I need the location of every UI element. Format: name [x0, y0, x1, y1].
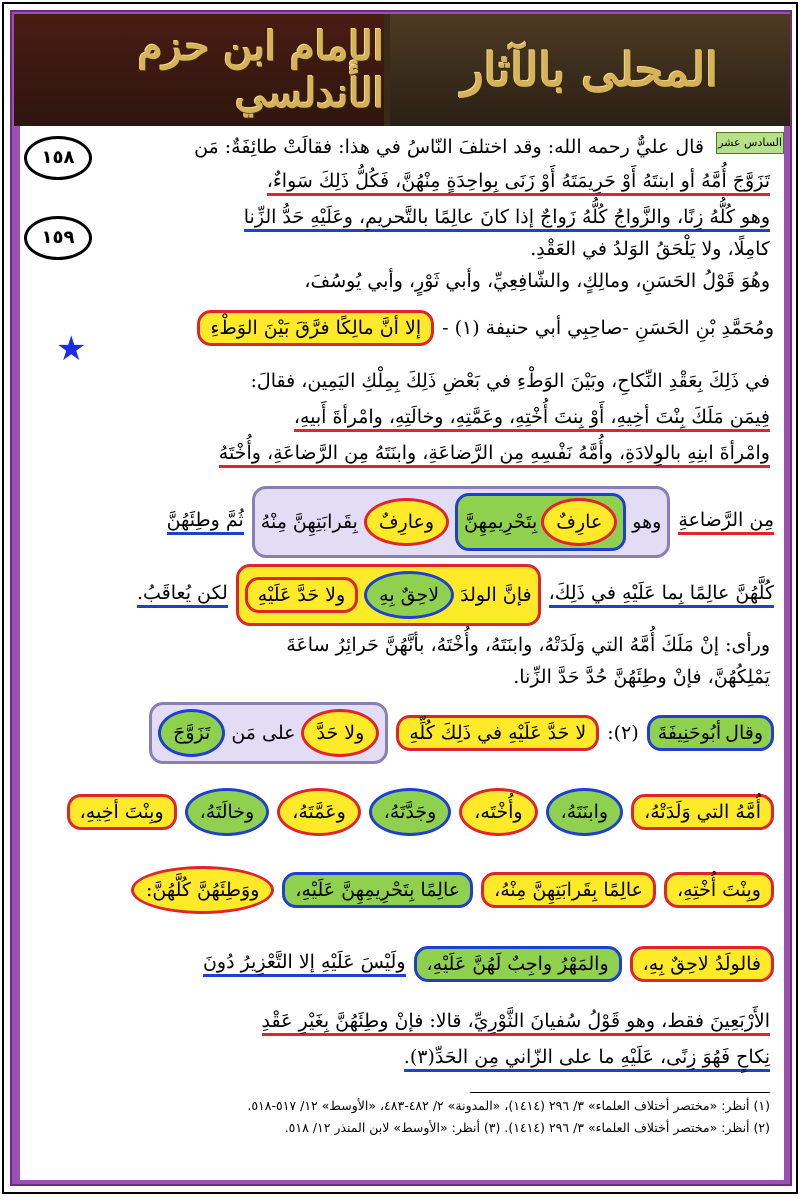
highlight-row-6 [203, 946, 774, 982]
text-line-9 [219, 438, 770, 468]
highlight-row-1 [167, 486, 774, 558]
r5-niece-sister: وبِنْتَ أُخْتِهِ، [664, 872, 774, 908]
text-line-4 [530, 234, 770, 264]
book-title-panel [390, 14, 790, 126]
r4-sister: وأُخْتَه، [459, 788, 537, 836]
r6-child-attached: فالولَدُ لاحِقٌ بِهِ، [630, 946, 774, 982]
author-title-panel [14, 14, 384, 126]
text-line-8 [294, 402, 770, 432]
r3-abu-hanifa: أبُوحَنِيفَةَ [657, 722, 722, 744]
text-line-10 [286, 630, 770, 660]
r3-married-group [149, 702, 388, 764]
section-marker-158: ١٥٨ [24, 136, 92, 180]
line-6-text: ومُحَمَّدِ بْنِ الحَسَنِ -صاحِبِي أبي حنيفة (١) - [442, 317, 774, 339]
line-3-text: وهو كُلُّهُ زِنًا، والزَّواجُ كُلُّهُ زَواجٌ إذا كانَ عالِمًا بالتَّحريمِ، وعَلَيْهِ حَدُّ الزِّنا [244, 206, 770, 232]
footnote-2: (٢) أنظر: «مختصر أختلاف العلماء» ٣/ ٢٩٦ (١٤١٤). (٣) أنظر: «الأوسط» لابن المنذر ١٢/ ٥١٨. [284, 1120, 770, 1135]
r3-said: وقال [725, 722, 763, 744]
r1-from-nursing: مِن الرَّضاعةِ [678, 509, 774, 535]
text-line-5 [304, 266, 770, 296]
r4-daughter: وابنَتَهُ، [546, 788, 624, 836]
line-13-text: نِكاحٍ فَهُوَ زِنًى، عَلَيْهِ ما على الزّاني مِن الحَدِّ(٣). [404, 1046, 770, 1072]
section-marker-159: ١٥٩ [24, 216, 92, 260]
r4-grandmother: وجَدَّتَهُ، [369, 788, 452, 836]
text-line-13 [404, 1042, 770, 1072]
text-line-12 [262, 1006, 771, 1036]
author-title: الإمام ابن حزم الأندلسي [138, 23, 384, 117]
r1-knows-prohibition [455, 493, 626, 551]
line-8-text: فِيمَن مَلَكَ بِنْتَ أخِيهِ، أَوْ بِنتَ أُخْتِهِ، وعَمَّتِهِ، وخالَتِهِ، وامْرأةَ أَبيهِ، [294, 406, 770, 432]
line-11-text: يَمْلِكُهُنَّ، فإنْ وطِئَهُنَّ حُدَّ حَدَّ الزِّنا. [513, 666, 770, 688]
star-icon: ★ [56, 329, 87, 369]
r1-then-had-relations: ثُمَّ وطِئَهُنَّ [167, 509, 244, 535]
r3-no-punishment-all: لا حَدَّ عَلَيْهِ في ذَلِكَ كُلِّهِ [396, 715, 599, 751]
r4-maternal-aunt: وخالَتَهُ، [185, 788, 270, 836]
line-5-text: وهُوَ قَوْلُ الحَسَنِ، ومالِكٍ، والشّافِعِيِّ، وأبي ثَوْرٍ، وأبي يُوسُفَ، [304, 270, 770, 292]
highlight-row-2 [137, 564, 774, 626]
header-banner [14, 14, 790, 126]
r5-knowing-kinship: عالِمًا بِقَرابَتِهِنَّ مِنْهُ، [481, 872, 656, 908]
r3-abu-hanifa-group [647, 715, 774, 751]
line-2-text: تَزَوَّجَ أُمَّهُ أو ابنتَهُ أَوْ حَرِيمَتَهُ أَوْ زَنَى بِواحِدَةٍ مِنْهُنَّ، فَكُلُّ ذَلِكَ سَواءٌ، [267, 170, 770, 196]
line-1-text: قال عليٌّ رحمه الله: وقد اختلفَ النّاسُ في هذا: فقالَتْ طائِفَةٌ: مَن [194, 136, 704, 158]
r4-niece-brother: وبِنْتَ أخِيهِ، [67, 794, 177, 830]
text-line-7 [251, 366, 770, 396]
r1-knowing-group [252, 486, 671, 558]
r2-attached: لاحِقٌ بِهِ [364, 571, 454, 619]
r4-paternal-aunt: وعَمَّتَهُ، [277, 788, 361, 836]
volume-label: السادس عشر [716, 132, 784, 154]
r1-their-prohibition: بِتَحْرِيمِهِنَّ [464, 511, 538, 533]
r1-knowing: عارِفٌ [541, 498, 617, 546]
r3-on-whoever: على مَن [231, 722, 296, 744]
text-line-11 [513, 662, 770, 692]
r2-all-knowing: كُلَّهُنَّ عالِمًا بِما عَلَيْهِ في ذَلِكَ، [549, 582, 774, 608]
r2-but-punished: لكن يُعاقَبُ. [137, 582, 228, 608]
page-content [20, 126, 784, 1180]
line-9-text: وامْرأةَ ابنِهِ بالوِلادَةِ، وأُمَّهُ نَفْسِهِ مِن الرَّضاعَةِ، وابنَتَهُ مِن الرَّضاعَةِ، وأُخْتَهُ [219, 442, 770, 468]
r6-only-discretionary: ولَيْسَ عَلَيْهِ إلا التَّعْزِيرُ دُونَ [203, 951, 406, 977]
r1-and-knowing: وعارِفٌ [364, 498, 449, 546]
highlight-row-5 [131, 866, 774, 914]
r3-no-punishment: ولا حَدَّ [301, 709, 379, 757]
line-7-text: في ذَلِكَ بِعَقْدِ النِّكاحِ، وبَيْنَ الوَطْءِ في بَعْضِ ذَلِكَ بِمِلْكِ اليَمِين، فقالَ: [250, 370, 770, 392]
r1-and-he: وهو [632, 511, 662, 533]
highlight-row-4 [67, 788, 774, 836]
text-line-2 [267, 166, 770, 196]
book-title: المحلى بالآثار [461, 43, 719, 97]
r2-no-punishment: ولا حَدَّ عَلَيْهِ [245, 577, 358, 613]
text-line-1 [194, 132, 704, 162]
r3-footnote-ref: (٢): [607, 722, 639, 744]
r5-knowing-prohibition: عالِمًا بِتَحْرِيمِهِنَّ عَلَيْهِ، [282, 872, 473, 908]
r2-the-child: فإنَّ الولدَ [460, 584, 532, 606]
highlight-malik-exception: إلا أنَّ مالِكًا فرَّقَ بَيْنَ الوَطْءِ [197, 310, 434, 346]
r2-ruling-group [236, 564, 541, 626]
r6-dowry-required: والمَهْرُ واجِبٌ لَهُنَّ عَلَيْهِ، [414, 946, 622, 982]
line-12-text: الأَرْبَعِينَ فقط، وهو قَوْلُ سُفيانَ الثَّوْرِيِّ، قالا: فإنْ وطِئَهُنَّ بِغَيْرِ عَقْدِ [262, 1010, 771, 1036]
text-line-3 [244, 202, 770, 232]
footnote-separator [470, 1092, 770, 1093]
footnote-1: (١) أنظر: «مختصر أختلاف العلماء» ٣/ ٢٩٦ (١٤١٤)، «المدونة» ٢/ ٤٨٢-٤٨٣، «الأوسط» ١٢/ ٥١٧-٥١٨. [247, 1098, 770, 1113]
r3-married: تَزَوَّجَ [158, 709, 225, 757]
highlight-row-3 [149, 702, 774, 764]
r4-mother: أُمَّهُ التي وَلَدَتْهُ، [631, 794, 774, 830]
line-4-text: كامِلًا، ولا يَلْحَقُ الوَلدُ في العَقْدِ. [530, 238, 770, 260]
r1-kinship: بِقَرابَتِهِنَّ مِنْهُ [260, 511, 358, 533]
text-line-6 [197, 310, 774, 346]
line-10-text: ورأى: إنْ مَلَكَ أُمَّهُ التي وَلَدَتْهُ، وابنَتَهُ، وأُخْتَهُ، بأنَّهُنَّ حَرائِرُ ساعَةَ [286, 634, 770, 656]
r5-had-relations-all: ووَطِئَهُنَّ كُلَّهُنَّ: [131, 866, 274, 914]
